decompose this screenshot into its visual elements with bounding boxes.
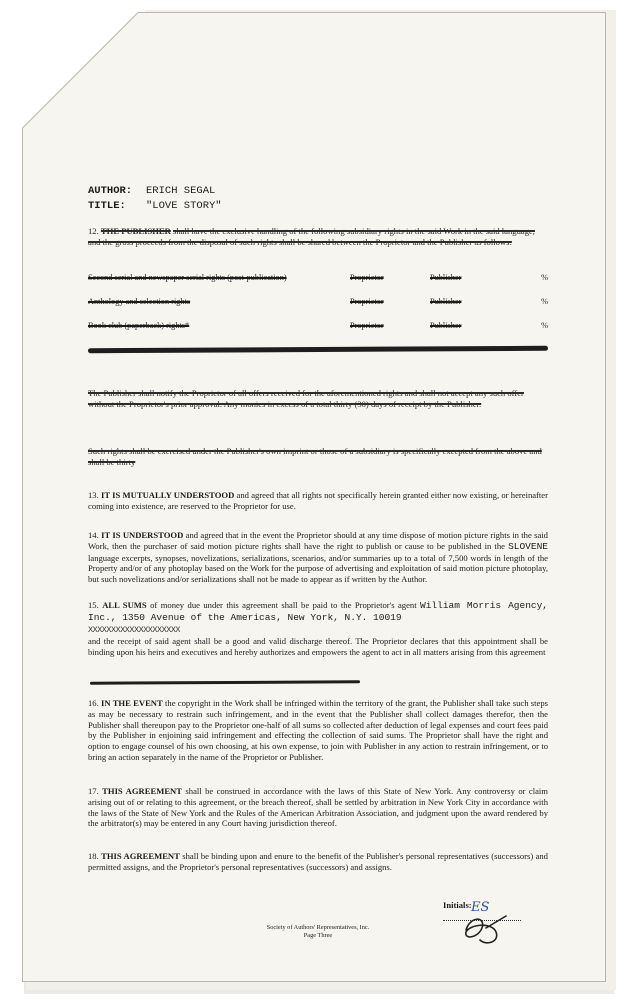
clause-12-row (88, 272, 548, 284)
author-value: ERICH SEGAL (146, 185, 216, 197)
clause-number: 13. (88, 490, 99, 500)
clause-number: 16. (88, 698, 99, 708)
clause-12-lead: THE PUBLISHER (100, 226, 171, 236)
title-value: "LOVE STORY" (146, 200, 222, 212)
proprietor-share: Proprietor (350, 273, 384, 282)
right-name: Second serial and newspaper serial rights (post-publication) (88, 273, 287, 282)
agent-name-field: William Morris Agency, Inc., 1350 Avenue of the Americas, New York, N.Y. 10019 (88, 600, 549, 623)
percent-sign: % (541, 321, 548, 330)
percent-sign: % (541, 297, 548, 306)
clause-16 (88, 698, 548, 763)
author-label: AUTHOR: (88, 185, 133, 197)
clause-number: 14. (88, 530, 99, 540)
clause-12-intro (88, 226, 548, 247)
clause-lead: THIS AGREEMENT (101, 851, 180, 861)
clause-text: of money due under this agreement shall be paid to the Proprietor's agent (150, 600, 417, 610)
publisher-share: Publisher (430, 273, 462, 282)
clause-text: and agreed that in the event the Proprietor should at any time dispose of motion picture rights in the said Work, then the purchaser of said motion picture rights shall have the right to publish or cause to be published in the (88, 530, 548, 551)
initials-label: Initials: (443, 900, 472, 910)
footer-page-number: Page Three (303, 932, 333, 939)
clause-number: 15. (88, 600, 99, 610)
struck-text: Such rights shall be exercised under the Publisher's own imprint or those of a subsidiary is specifically excepted from the above and shall be thirty (88, 446, 542, 467)
clause-12-struck-paragraph (88, 446, 548, 467)
page-content (88, 184, 549, 939)
struck-text: The Publisher shall notify the Proprietor of all offers received for the aforementioned rights and shall not accept any such offer without the Proprietor's prior approval. Any monies in excess of a total thirty (30) days of receipt by the Publisher. (88, 388, 524, 409)
clause-text: shall be construed in accordance with the laws of this State of New York. Any controversy or claim arising out of or relating to this agreement, or the breach thereof, shall be settled by arbitration in New York City in accordance with the laws of the State of New York and the Rules of the American Arbitration Association, and judgment upon the award rendered by the arbitrator(s) may be entered in any Court having jurisdiction thereof. (88, 786, 548, 829)
clause-text: shall be binding upon and enure to the benefit of the Publisher's personal representatives (successors) and permitted assigns, and the Proprietor's personal representatives (successors) and assigns. (88, 851, 548, 872)
header-block (88, 184, 548, 214)
percent-sign: % (541, 273, 548, 282)
clause-lead: ALL SUMS (102, 600, 147, 610)
clause-14 (88, 530, 548, 585)
clause-lead: THIS AGREEMENT (102, 786, 182, 796)
clause-text: language excerpts, synopses, novelizations, serializations, scenarios, and/or summaries up to a total of 7,500 words in length of the Property and/or of any photoplay based on the Work for the purpose of advertising and exploitation of said motion picture photoplay, but such novelizations and/or serializations shall not be made to appear as if written by the Author. (88, 552, 548, 585)
clause-15 (88, 600, 548, 658)
clause-number: 18. (88, 851, 99, 861)
language-field: SLOVENE (508, 540, 548, 552)
clause-13 (88, 490, 548, 512)
clause-17 (88, 786, 548, 829)
footer-organization: Society of Authors' Representatives, Inc. (266, 924, 370, 931)
clause-18 (88, 851, 548, 873)
clause-lead: IN THE EVENT (101, 698, 163, 708)
publisher-share: Publisher (430, 321, 462, 330)
clause-text: and the receipt of said agent shall be a good and valid discharge thereof. The Proprietor declares that this appointment shall be binding upon his heirs and executives and hereby authorizes and empowers the agent to act in all matters arising from this agreement (88, 636, 548, 658)
clause-12-number: 12. (88, 226, 99, 236)
handwritten-mark (456, 910, 516, 950)
right-name: Book club (paperback) rights* (88, 321, 190, 330)
title-row (88, 199, 548, 214)
clause-12-text: shall have the exclusive handling of the following subsidiary rights in the said Work in the said language, and the gross proceeds from the disposal of such rights shall be shared between the Proprietor and the Publisher as follows: (88, 226, 535, 247)
author-row (88, 184, 548, 199)
x-out-mark: XXXXXXXXXXXXXXXXXXXX (88, 624, 181, 635)
clause-12-struck-paragraph (88, 388, 548, 409)
initials-handwritten: ES (471, 900, 490, 915)
proprietor-share: Proprietor (350, 321, 384, 330)
clause-text: the copyright in the Work shall be infringed within the territory of the grant, the Publisher shall take such steps as may be necessary to restrain such infringement, and in the event that the Publisher shall collect damages therefor, then the Publisher shall thereupon pay to the Proprietor one-half of all sums so collected after deduction of legal expenses and court fees paid by the Publisher in enjoining said infringement and effecting the collection of said sums. The Proprietor shall have the right and option to engage counsel of his own choosing, at his own expense, to join with Publisher in any action to restrain infringement, or to bring an action separately in the name of the Proprietor or Publisher. (88, 698, 548, 762)
clause-12-row (88, 320, 548, 332)
right-name: Anthology and selection rights (88, 297, 191, 306)
clause-number: 17. (88, 786, 99, 796)
clause-text: and agreed that all rights not specifically herein granted either now existing, or hereinafter coming into existence, are reserved to the Proprietor for use. (88, 490, 548, 511)
clause-12-row (88, 296, 548, 308)
proprietor-share: Proprietor (350, 297, 384, 306)
title-label: TITLE: (88, 200, 126, 212)
clause-lead: IT IS MUTUALLY UNDERSTOOD (101, 490, 235, 500)
clause-lead: IT IS UNDERSTOOD (101, 530, 184, 540)
publisher-share: Publisher (430, 297, 462, 306)
